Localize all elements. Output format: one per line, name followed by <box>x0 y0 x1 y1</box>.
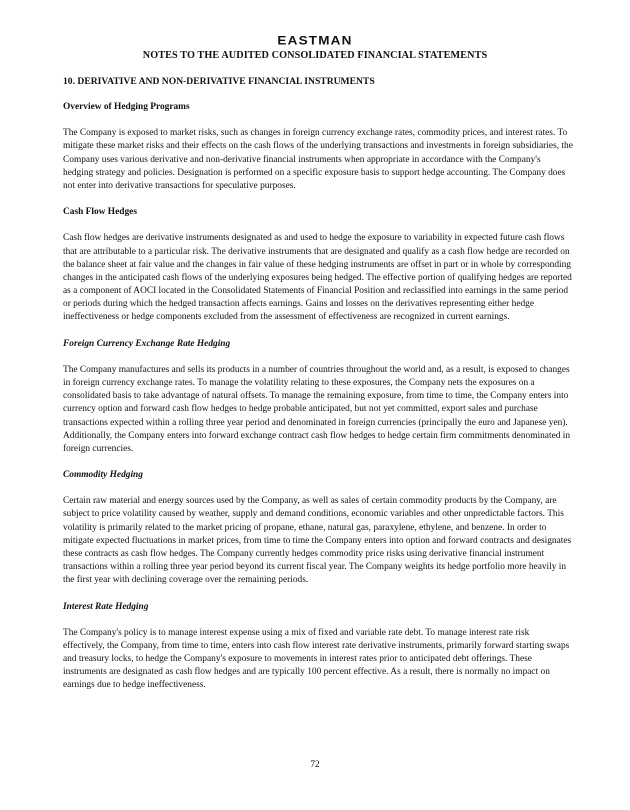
heading-cash-flow-hedges: Cash Flow Hedges <box>63 207 137 218</box>
heading-commodity-hedging: Commodity Hedging <box>63 470 143 481</box>
company-logo: EASTMAN <box>277 33 353 48</box>
paragraph-commodity-hedging: Certain raw material and energy sources used by the Company, as well as sales of certain commodity products by the Company, are subject to price volatility caused by weather, supply and demand conditions, economic variables and other unpredictable factors. This volatility is primarily related to the market pricing of propane, ethane, natural gas, paraxylene, ethylene, and benzene. In order to mitigate expected fluctuations in market prices, from time to time the Company enters into option and forward contracts and designates these contracts as cash flow hedges. The Company currently hedges commodity price risks using derivative financial instrument transactions within a rolling three year period beyond its current fiscal year. The Company weights its hedge portfolio more heavily in the first year with declining coverage over the remaining periods. <box>63 496 572 586</box>
paragraph-interest-rate-hedging: The Company's policy is to manage interest expense using a mix of fixed and variable rate debt. To manage interest rate risk effectively, the Company, from time to time, enters into cash flow interest rate derivative instruments, primarily forward starting swaps and treasury locks, to hedge the Company's exposure to movements in interest rates prior to anticipated debt offerings. These instruments are designated as cash flow hedges and are typically 100 percent effective. As a result, there is normally no impact on earnings due to hedge ineffectiveness. <box>63 627 570 691</box>
paragraph-overview: The Company is exposed to market risks, such as changes in foreign currency exchange rates, commodity prices, and interest rates. To mitigate these market risks and their effects on the cash flows of the underlying transactions and investments in foreign subsidiaries, the Company uses various derivative and non-derivative financial instruments when appropriate in accordance with the Company's hedging strategy and policies. Designation is performed on a specific exposure basis to support hedge accounting. The Company does not enter into derivative transactions for speculative purposes. <box>63 128 573 191</box>
page-number: 72 <box>310 760 320 770</box>
heading-interest-rate-hedging: Interest Rate Hedging <box>63 601 149 612</box>
section-title: 10. DERIVATIVE AND NON-DERIVATIVE FINANCIAL INSTRUMENTS <box>63 76 375 87</box>
heading-overview: Overview of Hedging Programs <box>63 102 190 113</box>
paragraph-cash-flow-hedges: Cash flow hedges are derivative instruments designated as and used to hedge the exposure to variability in expected future cash flows that are attributable to a particular risk. The derivative instruments that are designated and qualify as a cash flow hedge are recorded on the balance sheet at fair value and the changes in fair value of these hedging instruments are offset in part or in whole by corresponding changes in the anticipated cash flows of the underlying exposures being hedged. The effective portion of qualifying hedges are reported as a component of AOCI located in the Consolidated Statements of Financial Position and reclassified into earnings in the same period or periods during which the hedged transaction affects earnings. Gains and losses on the derivatives representing either hedge ineffectiveness or hedge components excluded from the assessment of effectiveness are recognized in current earnings. <box>63 233 572 323</box>
heading-fx-hedging: Foreign Currency Exchange Rate Hedging <box>63 338 231 349</box>
document-subtitle: NOTES TO THE AUDITED CONSOLIDATED FINANCIAL STATEMENTS <box>142 50 488 61</box>
paragraph-fx-hedging: The Company manufactures and sells its products in a number of countries throughout the world and, as a result, is exposed to changes in foreign currency exchange rates. To manage the volatility relating to these exposures, the Company nets the exposures on a consolidated basis to take advantage of natural offsets. To manage the remaining exposure, from time to time, the Company enters into currency option and forward cash flow hedges to hedge probable anticipated, but not yet committed, export sales and purchase transactions expected within a rolling three year period and denominated in foreign currencies (principally the euro and Japanese yen). Additionally, the Company enters into forward exchange contract cash flow hedges to hedge certain firm commitments denominated in foreign currencies. <box>63 364 571 454</box>
document-body <box>63 75 573 706</box>
